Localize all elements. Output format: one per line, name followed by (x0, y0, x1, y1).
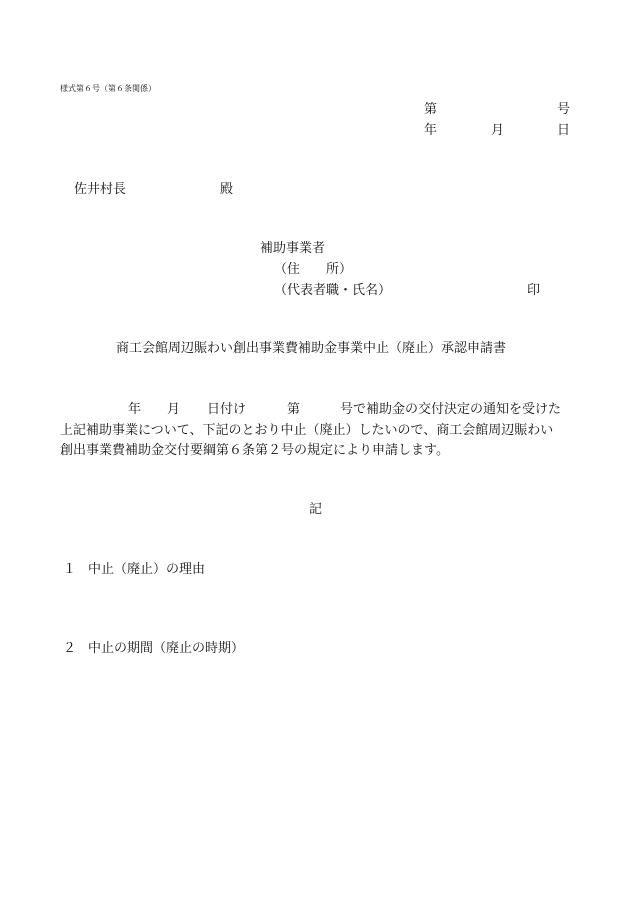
seal-mark: 印 (527, 283, 541, 298)
number-prefix: 第 (424, 102, 438, 117)
item-2-label: 中止の期間（廃止の時期） (88, 641, 245, 656)
date-day: 日 (557, 123, 571, 138)
body-year: 年 (128, 402, 142, 417)
body-dated: 日付け (207, 402, 247, 417)
date-month: 月 (491, 123, 505, 138)
body-line1-rest: 号で補助金の交付決定の通知を受けた (340, 402, 562, 417)
applicant-address-label: （住 所） (274, 262, 353, 277)
form-label: 様式第６号（第６条関係） (60, 84, 156, 93)
date-year: 年 (424, 123, 438, 138)
body-line3: 創出事業費補助金交付要綱第６条第２号の規定により申請します。 (60, 443, 449, 458)
applicant-rep-label: （代表者職・氏名） (274, 283, 392, 298)
body-line2: 上記補助事業について、下記のとおり中止（廃止）したいので、商工会館周辺賑わい (60, 423, 554, 438)
item-2-number: ２ (63, 641, 77, 656)
item-1-label: 中止（廃止）の理由 (88, 562, 206, 577)
body-month: 月 (167, 402, 181, 417)
applicant-title: 補助事業者 (260, 241, 326, 256)
addressee-name: 佐井村長 (74, 182, 127, 197)
body-no-prefix: 第 (287, 402, 301, 417)
item-1-number: １ (63, 562, 77, 577)
document-title: 商工会館周辺賑わい創出事業費補助金事業中止（廃止）承認申請書 (116, 341, 507, 356)
number-suffix: 号 (557, 102, 571, 117)
addressee-honorific: 殿 (220, 182, 234, 197)
ki-heading: 記 (309, 502, 323, 517)
